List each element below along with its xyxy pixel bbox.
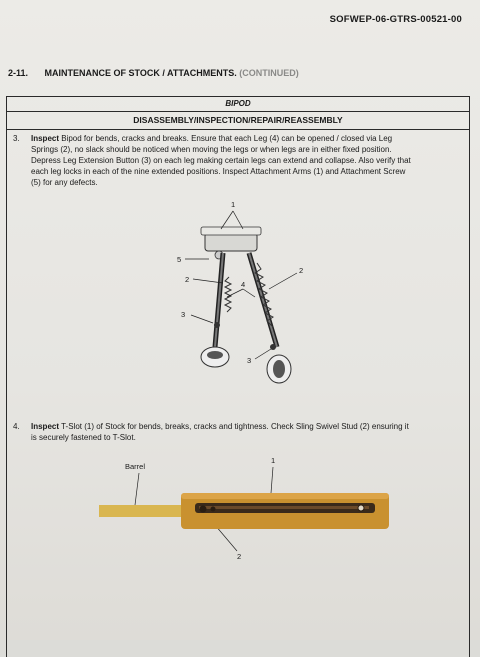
leg-extension-button <box>214 322 220 328</box>
callout-extension-button-right: 3 <box>247 356 252 365</box>
bipod-illustration <box>157 197 327 407</box>
step-4 <box>13 421 463 451</box>
step-line: T-Slot (1) of Stock for bends, breaks, cracks and tightness. Check Sling Swivel Stud (2) ensuring it <box>59 422 409 431</box>
section-continued: (CONTINUED) <box>239 68 299 78</box>
step-line: (5) for any defects. <box>31 178 98 187</box>
callout-extension-button-left: 3 <box>181 310 186 319</box>
step-line: is securely fastened to T-Slot. <box>31 433 136 442</box>
table-subtitle: DISASSEMBLY/INSPECTION/REPAIR/REASSEMBLY <box>7 111 469 130</box>
barrel-label: Barrel <box>125 462 146 471</box>
attachment-arms <box>201 227 261 235</box>
callout-attachment-arms: 1 <box>231 200 236 209</box>
bipod-mount-head <box>205 233 257 251</box>
step-number: 3. <box>13 134 20 143</box>
callout-leg-spring-right: 2 <box>299 266 304 275</box>
sling-swivel-stud <box>200 506 207 513</box>
stock-tslot-illustration <box>95 453 395 563</box>
callout-leg: 4 <box>241 280 246 289</box>
barrel <box>99 505 185 517</box>
procedure-table <box>6 96 470 657</box>
step-line: each leg locks in each of the nine extended positions. Inspect Attachment Arms (1) and Attachment Screw <box>31 167 406 176</box>
step-line: Bipod for bends, cracks and breaks. Ensure that each Leg (4) can be opened / closed via Leg <box>59 134 393 143</box>
document-id: SOFWEP-06-GTRS-00521-00 <box>329 14 462 25</box>
step-3 <box>13 133 463 193</box>
step-text <box>31 133 411 188</box>
step-line: Depress Leg Extension Button (3) on each leg making certain legs can extend and collapse. Also verify that <box>31 156 411 165</box>
left-leg-spring <box>225 277 231 312</box>
table-title: BIPOD <box>7 97 469 112</box>
step-action: Inspect <box>31 422 60 431</box>
callout-leg-spring-left: 2 <box>185 275 190 284</box>
step-action: Inspect <box>31 134 60 143</box>
section-heading <box>8 68 299 78</box>
callout-tslot: 1 <box>271 456 276 465</box>
step-text <box>31 421 409 443</box>
callout-attachment-screw: 5 <box>177 255 182 264</box>
step-number: 4. <box>13 422 20 431</box>
section-title: MAINTENANCE OF STOCK / ATTACHMENTS. <box>44 68 237 78</box>
callout-sling-swivel-stud: 2 <box>237 552 242 561</box>
section-number: 2-11. <box>8 68 29 78</box>
step-line: Springs (2), no slack should be noticed when moving the legs or when legs are in either fixed position. <box>31 145 392 154</box>
